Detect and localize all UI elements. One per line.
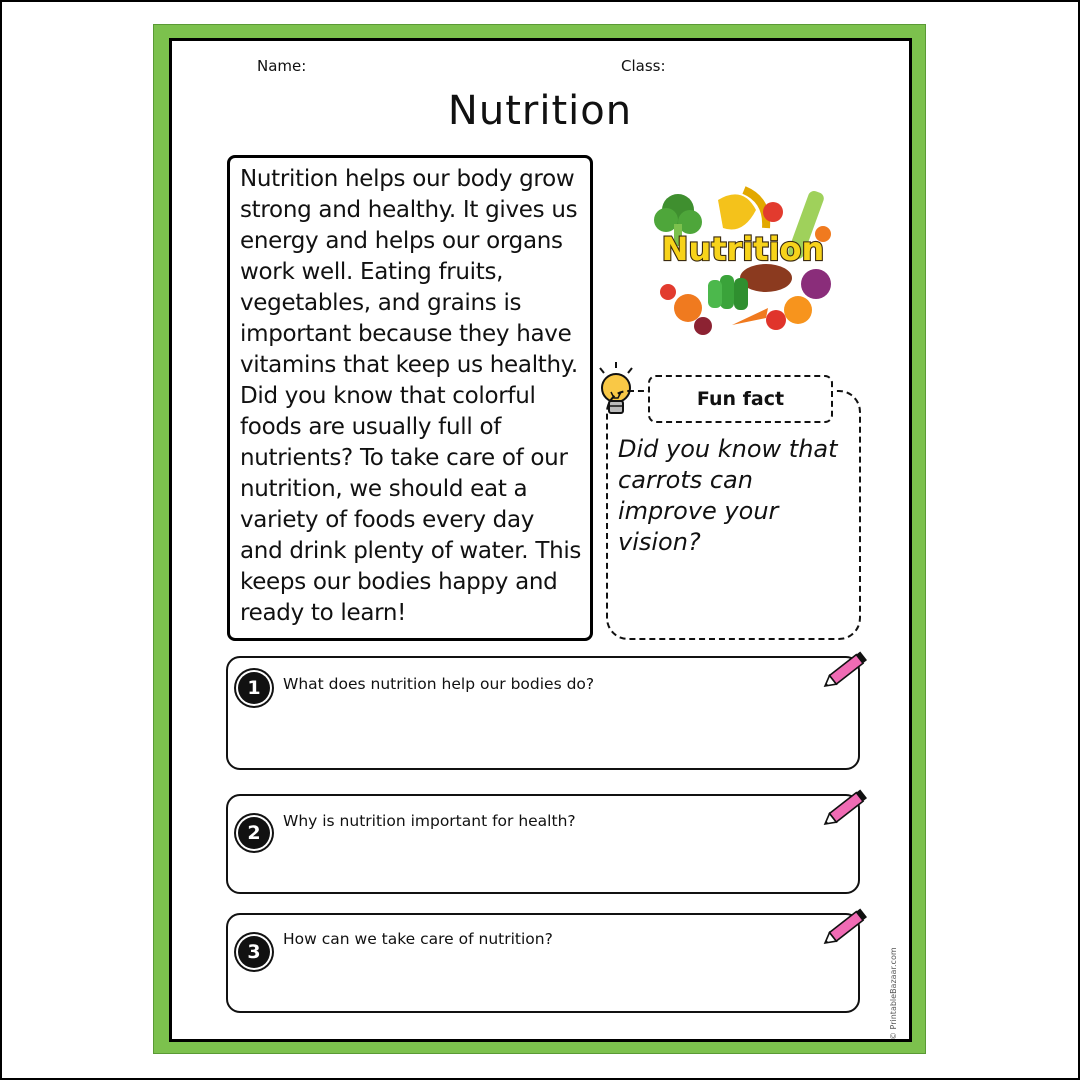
pencil-icon: [820, 788, 870, 830]
pencil-icon: [820, 907, 870, 949]
fun-fact-tag: Fun fact: [648, 375, 833, 423]
question-text-2: Why is nutrition important for health?: [283, 812, 576, 830]
question-number-3: 3: [238, 936, 270, 968]
fun-fact-text: Did you know that carrots can improve your vision?: [618, 435, 838, 556]
question-text-3: How can we take care of nutrition?: [283, 930, 553, 948]
illustration-word: Nutrition: [661, 230, 825, 268]
reading-passage: Nutrition helps our body grow strong and healthy. It gives us energy and helps our organs work well. Eating fruits, vegetables, and grains is important because they have vitamins that keep us healthy. Did you know that colorful foods are usually full of nutrients? To take care of our nutrition, we should eat a variety of foods every day and drink plenty of water. This keeps our bodies happy and ready to learn!: [227, 155, 593, 641]
question-number-2: 2: [238, 817, 270, 849]
question-number-1: 1: [238, 672, 270, 704]
pencil-icon: [820, 650, 870, 692]
nutrition-vegetables-illustration: [648, 180, 838, 340]
page-title: Nutrition: [447, 88, 633, 134]
answer-box-3[interactable]: [226, 913, 860, 1013]
copyright-credit: © PrintableBazaar.com: [889, 947, 898, 1040]
answer-box-2[interactable]: [226, 794, 860, 894]
answer-box-1[interactable]: [226, 656, 860, 770]
class-label: Class:: [621, 57, 666, 75]
name-label: Name:: [257, 57, 307, 75]
question-text-1: What does nutrition help our bodies do?: [283, 675, 595, 693]
